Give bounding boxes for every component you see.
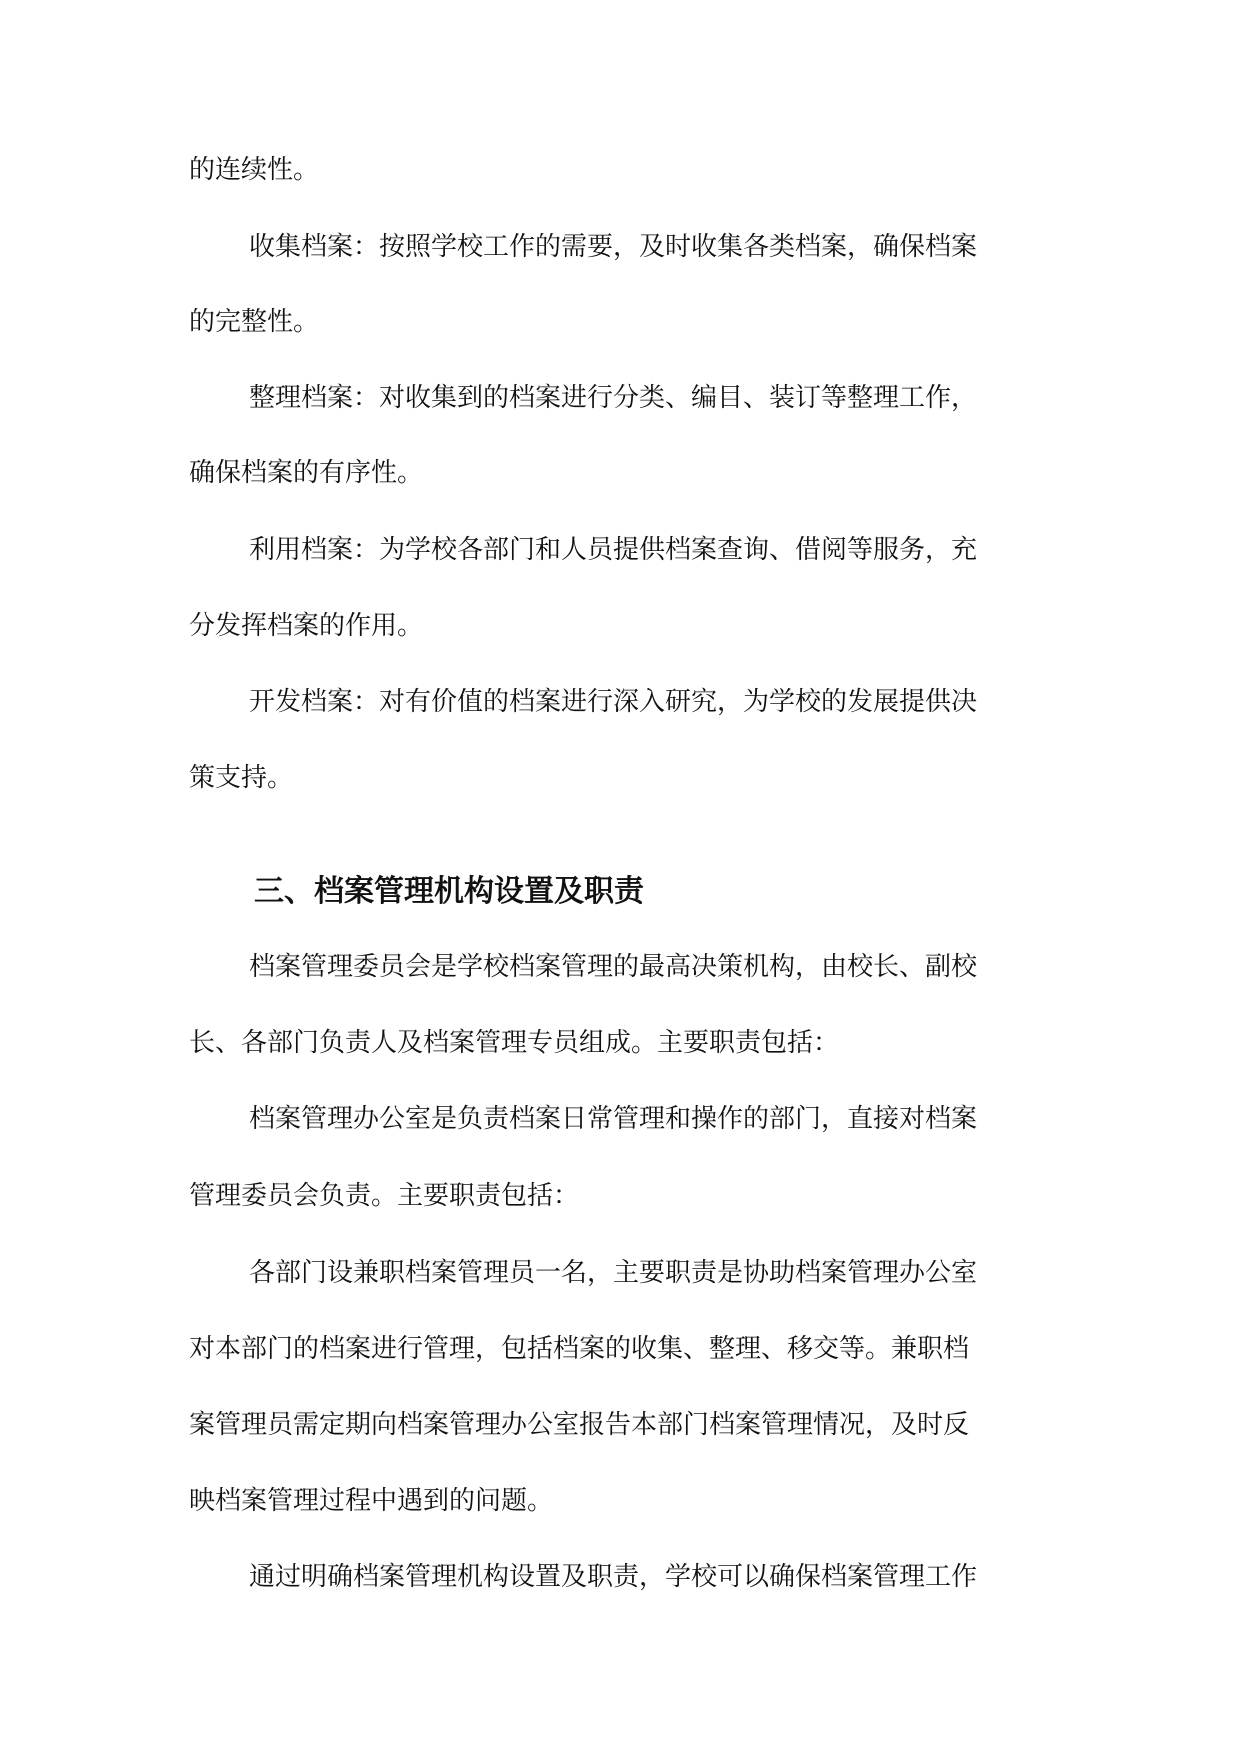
text-line-3: 的完整性。 xyxy=(189,307,320,337)
text-line-5: 确保档案的有序性。 xyxy=(189,458,424,488)
text-line-10: 档案管理委员会是学校档案管理的最高决策机构，由校长、副校 xyxy=(249,952,978,982)
text-line-11: 长、各部门负责人及档案管理专员组成。主要职责包括： xyxy=(189,1028,840,1058)
text-line-13: 管理委员会负责。主要职责包括： xyxy=(189,1181,580,1211)
text-line-4: 整理档案：对收集到的档案进行分类、编目、装订等整理工作， xyxy=(249,383,978,413)
text-line-6: 利用档案：为学校各部门和人员提供档案查询、借阅等服务，充 xyxy=(249,535,978,565)
section-heading: 三、档案管理机构设置及职责 xyxy=(254,874,644,909)
text-line-12: 档案管理办公室是负责档案日常管理和操作的部门，直接对档案 xyxy=(249,1104,978,1134)
text-line-1: 的连续性。 xyxy=(189,155,320,185)
text-line-15: 对本部门的档案进行管理，包括档案的收集、整理、移交等。兼职档 xyxy=(189,1334,970,1364)
text-line-18: 通过明确档案管理机构设置及职责，学校可以确保档案管理工作 xyxy=(249,1562,978,1592)
text-line-2: 收集档案：按照学校工作的需要，及时收集各类档案，确保档案 xyxy=(249,232,978,262)
text-line-14: 各部门设兼职档案管理员一名，主要职责是协助档案管理办公室 xyxy=(249,1258,978,1288)
text-line-7: 分发挥档案的作用。 xyxy=(189,611,424,641)
text-line-8: 开发档案：对有价值的档案进行深入研究，为学校的发展提供决 xyxy=(249,687,978,717)
text-line-17: 映档案管理过程中遇到的问题。 xyxy=(189,1486,554,1516)
text-line-9: 策支持。 xyxy=(189,763,294,793)
text-line-16: 案管理员需定期向档案管理办公室报告本部门档案管理情况，及时反 xyxy=(189,1410,970,1440)
